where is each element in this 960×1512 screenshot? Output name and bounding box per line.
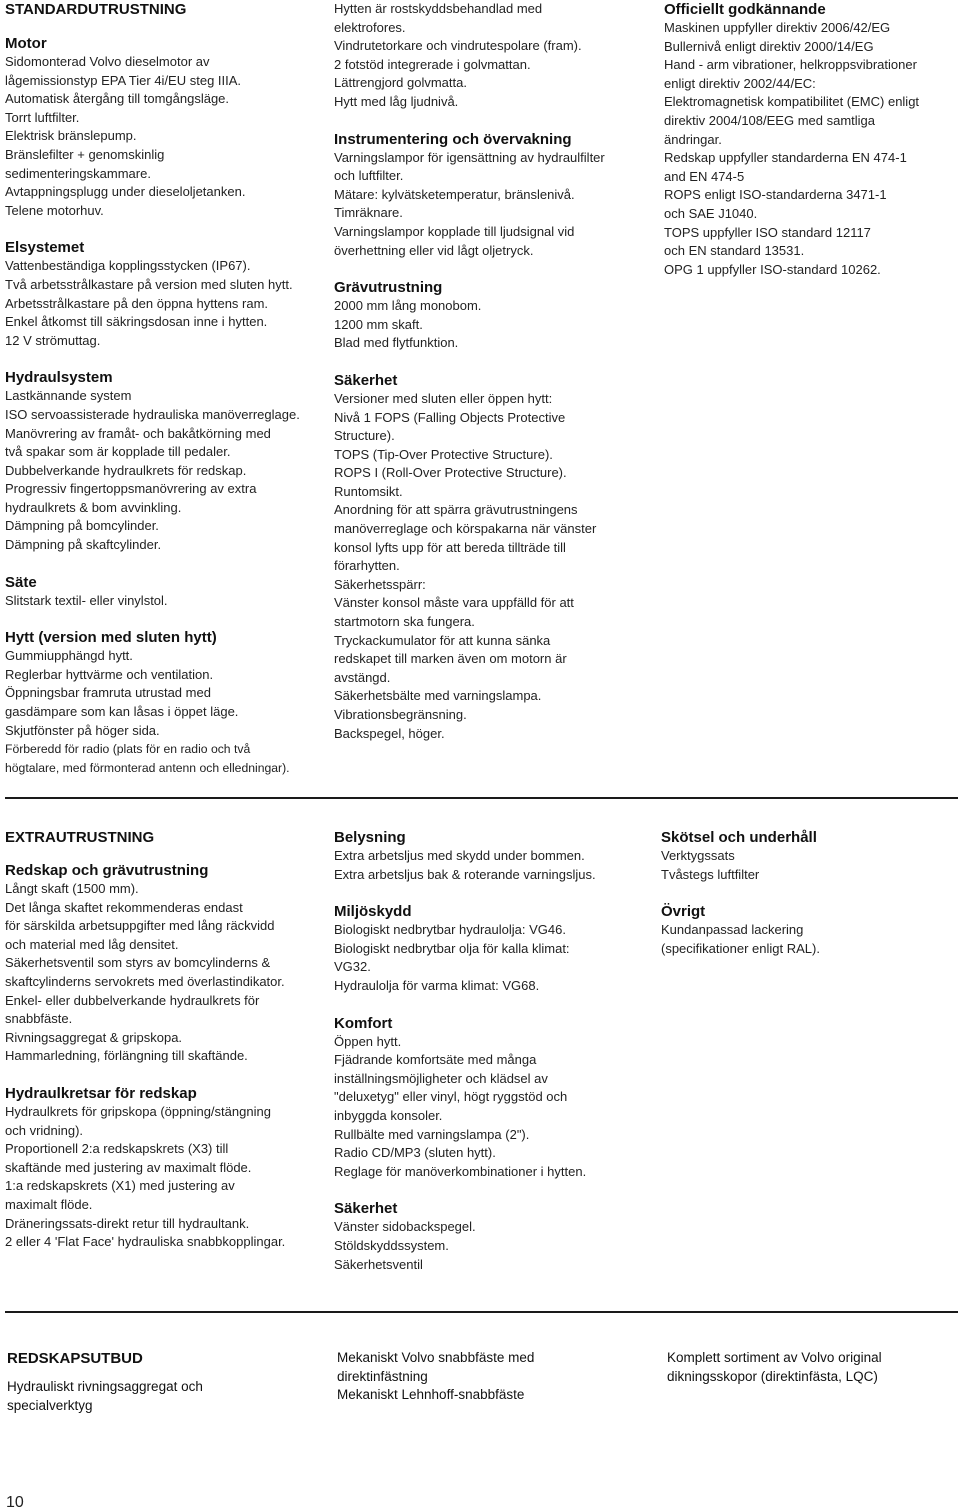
- group-gravutrustning: [334, 278, 649, 353]
- group-sakerhet: [334, 371, 649, 743]
- text-line: Långt skaft (1500 mm).: [5, 881, 139, 896]
- text-line: Torrt luftfilter.: [5, 109, 80, 125]
- text-line: ROPS I (Roll-Over Protective Structure).: [334, 465, 567, 481]
- text-line: Dubbelverkande hydraulkrets för redskap.: [5, 462, 247, 478]
- text-line: Hytten är rostskyddsbehandlad med: [334, 1, 543, 16]
- text-line: Timräknare.: [334, 205, 403, 221]
- text-line: Kundanpassad lackering: [661, 922, 804, 938]
- text-line: förarhytten.: [334, 558, 400, 574]
- text-line: Dämpning på skaftcylinder.: [5, 537, 162, 553]
- text-line: Automatisk återgång till tomgångsläge.: [5, 91, 230, 107]
- text-line: Avtappningsplugg under dieseloljetanken.: [5, 184, 246, 200]
- group-ovrigt: [661, 902, 954, 958]
- text-line: Dräneringssats-direkt retur till hydraultank.: [5, 1215, 250, 1231]
- page-number: 10: [6, 1494, 24, 1511]
- text-line: 1200 mm skaft.: [334, 316, 423, 332]
- text-line: Det långa skaftet rekommenderas endast: [5, 899, 243, 915]
- section-divider: [5, 1311, 958, 1313]
- text-line: Säkerhetsventil som styrs av bomcylinderns &: [5, 955, 271, 971]
- text-line: Stöldskyddssystem.: [334, 1237, 449, 1253]
- text-line: Hydraulolja för varma klimat: VG68.: [334, 977, 540, 993]
- text-line: Varningslampor för igensättning av hydraulfilter: [334, 149, 605, 165]
- text-line: (specifikationer enligt RAL).: [661, 940, 820, 956]
- text-line: Öppningsbar framruta utrustad med: [5, 685, 211, 701]
- text-line: Mekaniskt Lehnhoff-snabbfäste: [337, 1387, 525, 1402]
- redskap-column-2: [337, 1349, 652, 1405]
- heading-instrumentering: Instrumentering och övervakning: [334, 130, 572, 148]
- text-line: elektrofores.: [334, 19, 406, 35]
- text-line: Vattenbeständiga kopplingsstycken (IP67).: [5, 258, 251, 274]
- text-line: Två arbetsstrålkastare på version med sluten hytt.: [5, 276, 293, 292]
- group-belysning: [334, 828, 649, 884]
- text-line: Biologiskt nedbrytbar hydraulolja: VG46.: [334, 922, 566, 938]
- text-line: Verktygssats: [661, 848, 735, 863]
- text-line: Tryckackumulator för att kunna sänka: [334, 632, 551, 648]
- text-line: Hand - arm vibrationer, helkroppsvibrationer: [664, 57, 917, 73]
- heading-hydraulkretsar: Hydraulkretsar för redskap: [5, 1084, 197, 1102]
- text-line: Telene motorhuv.: [5, 202, 104, 218]
- text-line: Backspegel, höger.: [334, 725, 445, 741]
- text-line: skaftcylinderns servokrets med överlastindikator.: [5, 973, 285, 989]
- text-line: snabbfäste.: [5, 1011, 73, 1027]
- group-hydraulsystem: [5, 368, 315, 554]
- text-line: överhettning eller vid lågt oljetryck.: [334, 242, 534, 258]
- redskap-column-3: [667, 1349, 957, 1386]
- text-line: Bullernivå enligt direktiv 2000/14/EG: [664, 38, 874, 54]
- text-line: enligt direktiv 2002/44/EC:: [664, 75, 816, 91]
- text-line: Enkel- eller dubbelverkande hydraulkrets för: [5, 992, 260, 1008]
- heading-sakerhet: Säkerhet: [334, 371, 398, 389]
- text-line: TOPS uppfyller ISO standard 12117: [664, 224, 871, 240]
- text-line: Proportionell 2:a redskapskrets (X3) till: [5, 1141, 229, 1157]
- text-line: och material med låg densitet.: [5, 936, 179, 952]
- group-sakerhet-extra: [334, 1199, 649, 1274]
- standard-column-2: [334, 0, 649, 743]
- text-line: Extra arbetsljus med skydd under bommen.: [334, 848, 585, 863]
- text-line: 2 eller 4 'Flat Face' hydrauliska snabbkopplingar.: [5, 1234, 286, 1250]
- text-line: konsol lyfts upp för att bereda tillträde till: [334, 539, 566, 555]
- text-line: "deluxetyg" eller vinyl, högt ryggstöd och: [334, 1089, 568, 1105]
- text-line: och SAE J1040.: [664, 205, 758, 221]
- heading-motor: Motor: [5, 35, 47, 52]
- text-line: ROPS enligt ISO-standarderna 3471-1: [664, 187, 887, 203]
- standard-column-3: [664, 0, 954, 279]
- text-line: Mätare: kylvätsketemperatur, bränslenivå.: [334, 186, 575, 202]
- text-line: ISO servoassisterade hydrauliska manöverreglage.: [5, 406, 300, 422]
- group-instrumentering: [334, 130, 649, 261]
- text-line: Enkel åtkomst till säkringsdosan inne i hytten.: [5, 314, 268, 330]
- text-line: Nivå 1 FOPS (Falling Objects Protective: [334, 409, 566, 425]
- group-redskap-gravutrustning: [5, 861, 315, 1066]
- text-line: högtalare, med förmonterad antenn och elledningar).: [5, 760, 290, 775]
- text-line: och luftfilter.: [334, 168, 404, 184]
- group-hydraulkretsar: [5, 1084, 315, 1252]
- text-line: Manövrering av framåt- och bakåtkörning med: [5, 425, 271, 441]
- text-line: Bränslefilter + genomskinlig: [5, 146, 165, 162]
- heading-skotsel: Skötsel och underhåll: [661, 829, 817, 846]
- text-line: Säkerhetsventil: [334, 1256, 423, 1272]
- text-line: Gummiupphängd hytt.: [5, 648, 133, 664]
- section-title-extra: EXTRAUTRUSTNING: [5, 829, 155, 846]
- text-line: 2 fotstöd integrerade i golvmattan.: [334, 56, 531, 72]
- text-line: Reglage för manöverkombinationer i hytten.: [334, 1163, 587, 1179]
- text-line: för särskilda arbetsuppgifter med lång räckvidd: [5, 918, 275, 934]
- extra-column-2: [334, 828, 649, 1274]
- text-line: och EN standard 13531.: [664, 243, 805, 259]
- group-elsystemet: [5, 238, 315, 350]
- text-line: maximalt flöde.: [5, 1196, 93, 1212]
- group-hytt-continued: [334, 0, 649, 112]
- text-line: Arbetsstrålkastare på den öppna hyttens ram.: [5, 295, 269, 311]
- text-line: Dämpning på bomcylinder.: [5, 518, 159, 534]
- text-line: Extra arbetsljus bak & roterande varningsljus.: [334, 866, 596, 882]
- heading-sakerhet-extra: Säkerhet: [334, 1200, 398, 1218]
- text-line: lågemissionstyp EPA Tier 4i/EU steg IIIA.: [5, 72, 242, 88]
- section-divider: [5, 797, 958, 799]
- text-line: Fjädrande komfortsäte med många: [334, 1052, 537, 1068]
- text-line: Vänster sidobackspegel.: [334, 1219, 476, 1235]
- redskap-column-1: [7, 1349, 317, 1415]
- text-line: direktinfästning: [337, 1368, 428, 1384]
- heading-hytt: Hytt (version med sluten hytt): [5, 629, 217, 647]
- text-line: Hammarledning, förlängning till skaftände.: [5, 1048, 248, 1064]
- heading-gravutrustning: Grävutrustning: [334, 279, 443, 297]
- text-line: Progressiv fingertoppsmanövrering av extra: [5, 481, 257, 497]
- text-line: Vibrationsbegränsning.: [334, 707, 467, 722]
- text-line: skaftände med justering av maximalt flöde.: [5, 1159, 252, 1175]
- text-line: Blad med flytfunktion.: [334, 335, 459, 351]
- group-miljoskydd: [334, 902, 649, 995]
- text-line: Hydraulkrets för gripskopa (öppning/stängning: [5, 1103, 271, 1119]
- text-line: två spakar som är kopplade till pedaler.: [5, 444, 231, 460]
- standard-column-1: [5, 0, 315, 777]
- text-line: Skjutfönster på höger sida.: [5, 722, 160, 738]
- text-line: Mekaniskt Volvo snabbfäste med: [337, 1350, 535, 1365]
- text-line: redskapet till marken även om motorn är: [334, 651, 567, 667]
- section-title-redskap: REDSKAPSUTBUD: [7, 1350, 143, 1367]
- heading-komfort: Komfort: [334, 1014, 393, 1032]
- heading-elsystemet: Elsystemet: [5, 239, 85, 257]
- text-line: Lastkännande system: [5, 388, 132, 404]
- text-line: Elektrisk bränslepump.: [5, 128, 137, 144]
- text-line: Sidomonterad Volvo dieselmotor av: [5, 54, 210, 69]
- text-line: gasdämpare som kan låsas i öppet läge.: [5, 704, 239, 720]
- text-line: Lättrengjord golvmatta.: [334, 75, 467, 91]
- heading-hydraulsystem: Hydraulsystem: [5, 369, 113, 387]
- text-line: Tvåstegs luftfilter: [661, 866, 760, 882]
- text-line: Rivningsaggregat & gripskopa.: [5, 1029, 183, 1045]
- extra-column-3: [661, 828, 954, 958]
- group-motor: [5, 34, 315, 220]
- text-line: Öppen hytt.: [334, 1033, 402, 1049]
- text-line: Radio CD/MP3 (sluten hytt).: [334, 1145, 496, 1161]
- text-line: Säkerhetsbälte med varningslampa.: [334, 688, 542, 704]
- heading-belysning: Belysning: [334, 829, 406, 846]
- extra-column-1: [5, 828, 315, 1252]
- text-line: Hydrauliskt rivningsaggregat och: [7, 1379, 203, 1394]
- heading-sate: Säte: [5, 573, 37, 591]
- text-line: Slitstark textil- eller vinylstol.: [5, 592, 168, 608]
- text-line: Biologiskt nedbrytbar olja för kalla klimat:: [334, 940, 570, 956]
- text-line: Anordning för att spärra grävutrustningens: [334, 502, 578, 518]
- text-line: inbyggda konsoler.: [334, 1107, 443, 1123]
- text-line: specialverktyg: [7, 1397, 93, 1413]
- text-line: VG32.: [334, 959, 371, 975]
- heading-godkannande: Officiellt godkännande: [664, 1, 826, 18]
- text-line: och vridning).: [5, 1122, 84, 1138]
- text-line: Komplett sortiment av Volvo original: [667, 1350, 882, 1365]
- section-title-standard: STANDARDUTRUSTNING: [5, 1, 187, 18]
- text-line: 1:a redskapskrets (X1) med justering av: [5, 1178, 235, 1194]
- text-line: ändringar.: [664, 131, 722, 147]
- group-komfort: [334, 1014, 649, 1182]
- text-line: sedimenteringskammare.: [5, 165, 151, 181]
- group-skotsel: [661, 828, 954, 884]
- text-line: Reglerbar hyttvärme och ventilation.: [5, 666, 214, 682]
- text-line: inställningsmöjligheter och klädsel av: [334, 1070, 548, 1086]
- text-line: Versioner med sluten eller öppen hytt:: [334, 390, 553, 406]
- text-line: Säkerhetsspärr:: [334, 576, 426, 592]
- text-line: Rullbälte med varningslampa (2").: [334, 1126, 530, 1142]
- text-line: and EN 474-5: [664, 168, 745, 184]
- text-line: Vindrutetorkare och vindrutespolare (fram).: [334, 38, 582, 54]
- text-line: Structure).: [334, 428, 395, 444]
- text-line: avstängd.: [334, 669, 391, 685]
- text-line: Runtomsikt.: [334, 483, 403, 499]
- text-line: Maskinen uppfyller direktiv 2006/42/EG: [664, 20, 891, 35]
- text-line: Elektromagnetisk kompatibilitet (EMC) enligt: [664, 94, 920, 110]
- text-line: startmotorn ska fungera.: [334, 614, 475, 630]
- text-line: 12 V strömuttag.: [5, 332, 101, 348]
- text-line: Varningslampor kopplade till ljudsignal vid: [334, 223, 575, 239]
- group-godkannande: [664, 0, 954, 279]
- group-hytt: [5, 628, 315, 777]
- text-line: OPG 1 uppfyller ISO-standard 10262.: [664, 261, 881, 277]
- text-line: Redskap uppfyller standarderna EN 474-1: [664, 150, 907, 166]
- text-line: hydraulkrets & bom avvinkling.: [5, 499, 182, 515]
- text-line: direktiv 2004/108/EEG med samtliga: [664, 112, 875, 128]
- text-line: Vänster konsol måste vara uppfälld för att: [334, 595, 574, 611]
- heading-redskap-gravutrustning: Redskap och grävutrustning: [5, 862, 209, 879]
- text-line: TOPS (Tip-Over Protective Structure).: [334, 446, 553, 462]
- text-line: Förberedd för radio (plats för en radio och två: [5, 742, 251, 757]
- text-line: dikningsskopor (direktinfästa, LQC): [667, 1368, 878, 1384]
- heading-miljoskydd: Miljöskydd: [334, 903, 412, 921]
- text-line: 2000 mm lång monobom.: [334, 298, 482, 314]
- text-line: Hytt med låg ljudnivå.: [334, 93, 459, 109]
- text-line: manöverreglage och körspakarna när vänster: [334, 521, 597, 537]
- heading-ovrigt: Övrigt: [661, 903, 706, 921]
- group-sate: [5, 573, 315, 611]
